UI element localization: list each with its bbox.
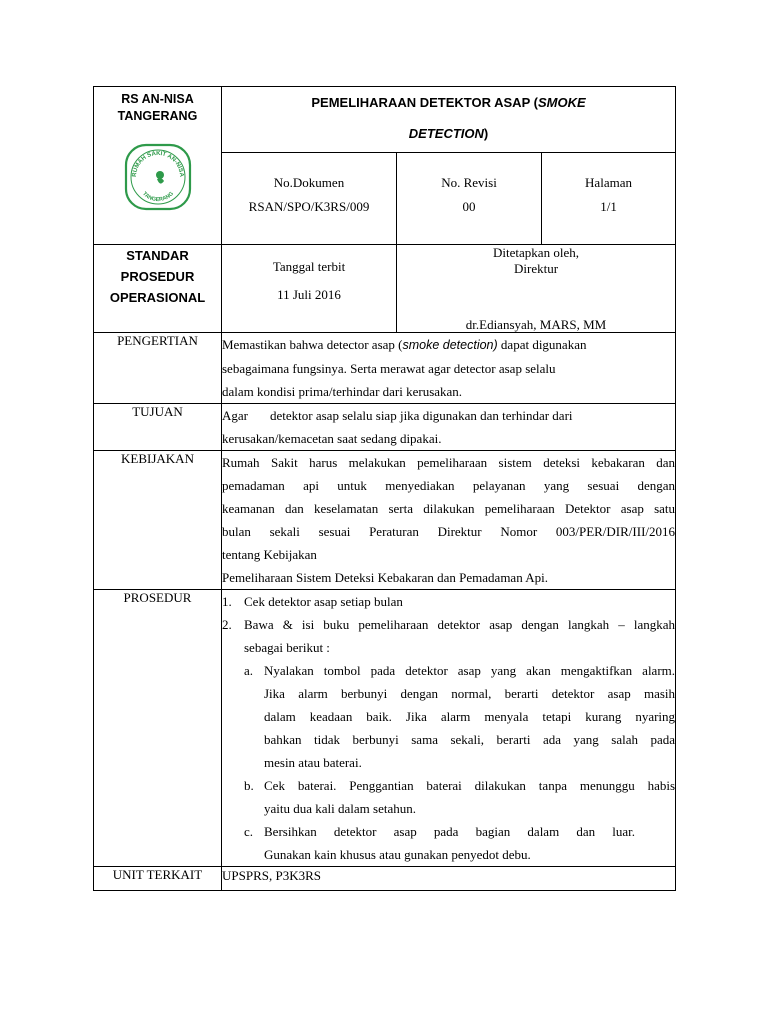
label-prosedur: PROSEDUR xyxy=(94,590,222,867)
content-kebijakan: Rumah Sakit harus melakukan pemeliharaan sistem deteksi kebakaran dan pemadaman api untuk menyediakan pelayanan yang sesuai dengan keamanan dan keselamatan serta dilakukan pemeliharaan Detektor asap satu bulan sekali sesuai Peraturan Direktur Nomor 003/PER/DIR/III/2016 tentang Kebijakan Pemeliharaan Sistem Deteksi Kebakaran dan Pemadaman Api. xyxy=(222,451,676,590)
label-pengertian: PENGERTIAN xyxy=(94,333,222,404)
hospital-name: RS AN-NISA TANGERANG xyxy=(117,92,198,123)
list-item: c. Bersihkan detektor asap pada bagian dalam dan luar. Gunakan kain khusus atau gunakan penyedot debu. xyxy=(244,824,636,862)
list-item: 2. Bawa & isi buku pemeliharaan detektor asap dengan langkah – langkah sebagai berikut : xyxy=(222,617,676,655)
procedure-steps xyxy=(222,590,675,659)
list-item: a. Nyalakan tombol pada detektor asap yang akan mengaktifkan alarm. Jika alarm berbunyi dengan normal, berarti detektor asap masih dalam keadaan baik. Jika alarm menyala tetapi kurang nyaring bahkan tidak berbunyi sama sekali, berarti ada yang salah pada mesin atau baterai. xyxy=(244,663,676,770)
label-unit-terkait: UNIT TERKAIT xyxy=(94,867,222,891)
label-kebijakan: KEBIJAKAN xyxy=(94,451,222,590)
revision-cell: No. Revisi 00 xyxy=(397,153,542,245)
hospital-logo-icon xyxy=(124,143,192,211)
issue-date-cell: Tanggal terbit 11 Juli 2016 xyxy=(222,245,397,333)
procedure-substeps xyxy=(222,659,675,866)
document-number-cell: No.Dokumen RSAN/SPO/K3RS/009 xyxy=(222,153,397,245)
label-tujuan: TUJUAN xyxy=(94,404,222,451)
svg-text:RUMAH SAKIT AN-NISA: RUMAH SAKIT AN-NISA xyxy=(131,150,184,178)
document-title: PEMELIHARAAN DETEKTOR ASAP (SMOKE DETECTION) xyxy=(222,87,676,153)
content-pengertian: Memastikan bahwa detector asap (smoke detection) dapat digunakan sebagaimana fungsinya. Serta merawat agar detector asap selalu dalam kondisi prima/terhindar dari kerusakan. xyxy=(222,333,676,404)
sop-table xyxy=(93,86,676,891)
sop-document xyxy=(93,86,675,891)
hospital-cell xyxy=(94,87,222,245)
svg-text:TANGERANG: TANGERANG xyxy=(140,190,175,204)
page-cell: Halaman 1/1 xyxy=(542,153,676,245)
approval-cell: Ditetapkan oleh, Direktur dr.Ediansyah, MARS, MM xyxy=(397,245,676,333)
content-prosedur xyxy=(222,590,676,867)
content-tujuan: Agar detektor asap selalu siap jika digunakan dan terhindar dari kerusakan/kemacetan saat sedang dipakai. xyxy=(222,404,676,451)
list-item: b. Cek baterai. Penggantian baterai dilakukan tanpa menunggu habis yaitu dua kali dalam setahun. xyxy=(244,778,676,816)
list-item: 1. Cek detektor asap setiap bulan xyxy=(222,594,403,609)
sop-type-cell: STANDAR PROSEDUR OPERASIONAL xyxy=(94,245,222,333)
content-unit-terkait: UPSPRS, P3K3RS xyxy=(222,867,676,891)
director-name: dr.Ediansyah, MARS, MM xyxy=(465,317,607,332)
